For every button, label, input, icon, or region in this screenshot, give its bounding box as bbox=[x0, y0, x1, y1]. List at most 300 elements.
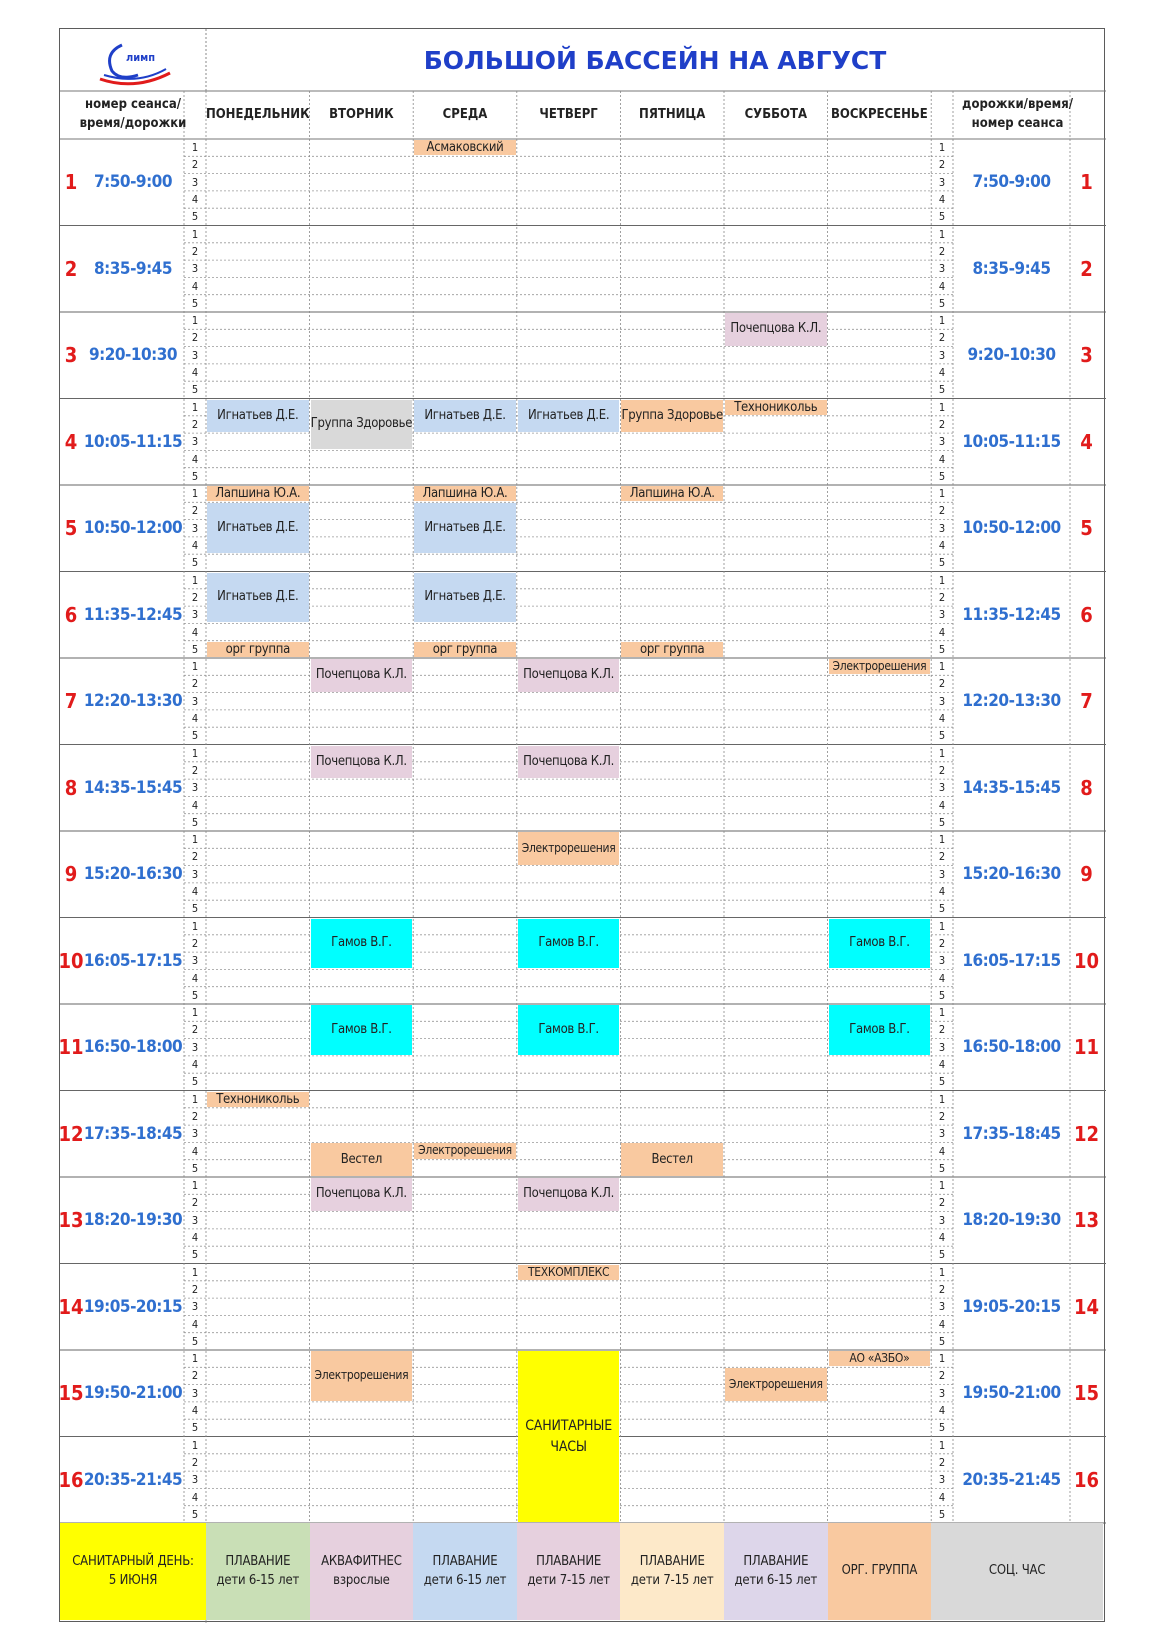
lane-label: 5 bbox=[191, 1421, 199, 1435]
lane-label-right: 5 bbox=[938, 642, 946, 656]
lane-label-right: 2 bbox=[938, 850, 946, 864]
lane-label: 5 bbox=[191, 988, 199, 1002]
lane-label-right: 3 bbox=[938, 781, 946, 795]
schedule-event: Техноникольь bbox=[725, 400, 827, 415]
lane-label-right: 3 bbox=[938, 521, 946, 535]
session-number-right: 3 bbox=[1080, 343, 1093, 368]
lane-label: 3 bbox=[191, 954, 199, 968]
lane-label-right: 3 bbox=[938, 608, 946, 622]
schedule-event: Почепцова К.Л. bbox=[725, 313, 827, 346]
lane-label: 1 bbox=[191, 919, 199, 933]
schedule-event: Электрорешения bbox=[414, 1143, 516, 1158]
schedule-event: орг группа bbox=[207, 642, 309, 657]
session-number: 12 bbox=[58, 1121, 84, 1146]
day-header: СУББОТА bbox=[744, 106, 807, 122]
lane-label-right: 3 bbox=[938, 1473, 946, 1487]
schedule-event: Игнатьев Д.Е. bbox=[414, 400, 516, 433]
lane-label-right: 4 bbox=[938, 279, 946, 293]
lane-label-right: 3 bbox=[938, 1213, 946, 1227]
session-time-right: 20:35-21:45 bbox=[962, 1469, 1061, 1490]
legend-item-line1: ПЛАВАНИЕ bbox=[432, 1553, 498, 1569]
lane-label: 5 bbox=[191, 902, 199, 916]
lane-label: 1 bbox=[191, 573, 199, 587]
lane-label: 2 bbox=[191, 590, 199, 604]
lane-label-right: 5 bbox=[938, 815, 946, 829]
lane-label: 3 bbox=[191, 1213, 199, 1227]
lane-label-right: 4 bbox=[938, 625, 946, 639]
session-number-right: 2 bbox=[1080, 256, 1093, 281]
session-time: 10:05-11:15 bbox=[83, 431, 183, 452]
lane-label: 2 bbox=[191, 1455, 199, 1469]
lane-label: 4 bbox=[191, 366, 199, 380]
day-header: ЧЕТВЕРГ bbox=[539, 106, 598, 122]
lane-label: 4 bbox=[191, 279, 199, 293]
schedule-event: орг группа bbox=[414, 642, 516, 657]
lane-label-right: 4 bbox=[938, 539, 946, 553]
session-time: 11:35-12:45 bbox=[83, 604, 183, 625]
lane-label-right: 5 bbox=[938, 383, 946, 397]
session-time-right: 10:50-12:00 bbox=[962, 518, 1061, 539]
schedule-event: Лапшина Ю.А. bbox=[621, 486, 723, 501]
lane-label: 4 bbox=[191, 625, 199, 639]
lane-label: 5 bbox=[191, 1248, 199, 1262]
schedule-event: Игнатьев Д.Е. bbox=[414, 503, 516, 553]
session-number: 10 bbox=[58, 948, 84, 973]
session-time: 12:20-13:30 bbox=[83, 691, 183, 712]
lane-label: 3 bbox=[191, 694, 199, 708]
session-time: 14:35-15:45 bbox=[83, 777, 183, 798]
lane-label: 1 bbox=[191, 1006, 199, 1020]
lane-label-right: 1 bbox=[938, 400, 946, 414]
lane-label: 4 bbox=[191, 452, 199, 466]
session-time-right: 15:20-16:30 bbox=[962, 864, 1061, 885]
schedule-event: Почепцова К.Л. bbox=[518, 1178, 620, 1211]
session-time-right: 12:20-13:30 bbox=[962, 691, 1061, 712]
lane-label: 3 bbox=[191, 1127, 199, 1141]
lane-label: 1 bbox=[191, 400, 199, 414]
lane-label: 1 bbox=[191, 660, 199, 674]
schedule-event: ТЕХКОМПЛЕКС bbox=[518, 1265, 620, 1280]
lane-label: 1 bbox=[191, 1438, 199, 1452]
session-number-right: 9 bbox=[1080, 862, 1093, 887]
legend-item-line2: дети 6-15 лет bbox=[216, 1572, 300, 1588]
session-number: 7 bbox=[64, 689, 78, 714]
session-time-right: 16:50-18:00 bbox=[962, 1037, 1061, 1058]
lane-label-right: 5 bbox=[938, 1075, 946, 1089]
lane-label-right: 1 bbox=[938, 1352, 946, 1366]
lane-label-right: 3 bbox=[938, 1040, 946, 1054]
lane-label-right: 2 bbox=[938, 1282, 946, 1296]
lane-label-right: 1 bbox=[938, 487, 946, 501]
lane-label: 4 bbox=[191, 1317, 199, 1331]
session-time: 17:35-18:45 bbox=[83, 1123, 183, 1144]
right-header bbox=[931, 91, 1104, 139]
lane-label-right: 5 bbox=[938, 1248, 946, 1262]
lane-label: 5 bbox=[191, 1334, 199, 1348]
sanitary-hours-block bbox=[518, 1351, 620, 1522]
lane-label-right: 2 bbox=[938, 1369, 946, 1383]
schedule-event: Техноникольь bbox=[207, 1092, 309, 1107]
session-time-right: 11:35-12:45 bbox=[962, 604, 1061, 625]
session-number: 13 bbox=[58, 1208, 84, 1233]
session-time-right: 16:05-17:15 bbox=[962, 950, 1061, 971]
lane-label: 4 bbox=[191, 885, 199, 899]
schedule-event: Лапшина Ю.А. bbox=[414, 486, 516, 501]
session-time-right: 17:35-18:45 bbox=[962, 1123, 1061, 1144]
lane-label: 2 bbox=[191, 677, 199, 691]
session-time: 7:50-9:00 bbox=[94, 172, 172, 193]
session-number-right: 15 bbox=[1073, 1381, 1100, 1406]
lane-label: 1 bbox=[191, 1265, 199, 1279]
schedule-event: Гамов В.Г. bbox=[518, 919, 620, 969]
session-time-right: 18:20-19:30 bbox=[962, 1210, 1061, 1231]
logo-text: лимп bbox=[126, 51, 156, 64]
lane-label: 2 bbox=[191, 244, 199, 258]
lane-label: 1 bbox=[191, 746, 199, 760]
day-header: ПОНЕДЕЛЬНИК bbox=[205, 106, 310, 122]
legend-item bbox=[724, 1523, 828, 1620]
lane-label: 1 bbox=[191, 314, 199, 328]
schedule-event: Игнатьев Д.Е. bbox=[207, 400, 309, 433]
legend-item-line2: взрослые bbox=[333, 1572, 390, 1588]
session-time-right: 9:20-10:30 bbox=[967, 345, 1056, 366]
lane-label: 5 bbox=[191, 556, 199, 570]
right-header-line1: дорожки/время/ bbox=[962, 97, 1073, 113]
session-time-right: 19:50-21:00 bbox=[962, 1383, 1061, 1404]
lane-label: 5 bbox=[191, 729, 199, 743]
lane-label-right: 1 bbox=[938, 1006, 946, 1020]
lane-label-right: 1 bbox=[938, 660, 946, 674]
legend-item bbox=[517, 1523, 621, 1620]
lane-label: 1 bbox=[191, 1092, 199, 1106]
schedule-event: Гамов В.Г. bbox=[518, 1005, 620, 1055]
lane-label-right: 3 bbox=[938, 867, 946, 881]
session-number-right: 4 bbox=[1080, 429, 1093, 454]
session-time: 16:50-18:00 bbox=[83, 1037, 183, 1058]
session-number-right: 12 bbox=[1073, 1121, 1100, 1146]
lane-label: 5 bbox=[191, 1507, 199, 1521]
lane-label: 5 bbox=[191, 642, 199, 656]
lane-label-right: 1 bbox=[938, 1179, 946, 1193]
session-number: 16 bbox=[58, 1467, 84, 1492]
schedule-event: Игнатьев Д.Е. bbox=[518, 400, 620, 433]
legend-item-line1: ПЛАВАНИЕ bbox=[536, 1553, 602, 1569]
lane-label: 3 bbox=[191, 1386, 199, 1400]
lane-label-right: 4 bbox=[938, 193, 946, 207]
lane-label-right: 3 bbox=[938, 348, 946, 362]
legend-item-line2: дети 6-15 лет bbox=[734, 1572, 818, 1588]
lane-label-right: 4 bbox=[938, 971, 946, 985]
lane-label: 2 bbox=[191, 936, 199, 950]
lane-label: 5 bbox=[191, 469, 199, 483]
session-time: 15:20-16:30 bbox=[83, 864, 183, 885]
left-header-line2: время/дорожки bbox=[79, 116, 187, 131]
lane-label-right: 1 bbox=[938, 573, 946, 587]
lane-label: 2 bbox=[191, 331, 199, 345]
lane-label: 2 bbox=[191, 1282, 199, 1296]
schedule-event: Группа Здоровье bbox=[621, 400, 723, 433]
lane-label: 2 bbox=[191, 1023, 199, 1037]
lane-label: 3 bbox=[191, 608, 199, 622]
lane-label: 1 bbox=[191, 487, 199, 501]
schedule-event: Вестел bbox=[621, 1143, 723, 1176]
schedule-event: Группа Здоровье bbox=[311, 400, 413, 450]
session-time: 8:35-9:45 bbox=[94, 258, 172, 279]
session-number-right: 8 bbox=[1080, 775, 1093, 800]
lane-label: 2 bbox=[191, 417, 199, 431]
lane-label: 3 bbox=[191, 781, 199, 795]
lane-label-right: 1 bbox=[938, 1092, 946, 1106]
lane-label: 3 bbox=[191, 867, 199, 881]
lane-label-right: 5 bbox=[938, 1421, 946, 1435]
lane-label-right: 4 bbox=[938, 1404, 946, 1418]
lane-label: 5 bbox=[191, 1075, 199, 1089]
schedule-event: Асмаковский bbox=[414, 140, 516, 155]
lane-label: 5 bbox=[191, 210, 199, 224]
schedule-event: Электрорешения bbox=[518, 832, 620, 865]
lane-label-right: 1 bbox=[938, 1438, 946, 1452]
legend-item bbox=[413, 1523, 517, 1620]
lane-label: 3 bbox=[191, 348, 199, 362]
session-number: 8 bbox=[64, 775, 78, 800]
schedule-event: Гамов В.Г. bbox=[311, 1005, 413, 1055]
legend-item-line1: ОРГ. ГРУППА bbox=[841, 1563, 918, 1579]
legend-item-line1: ПЛАВАНИЕ bbox=[225, 1553, 291, 1569]
schedule-event: Игнатьев Д.Е. bbox=[207, 573, 309, 623]
session-number: 3 bbox=[64, 343, 78, 368]
schedule-event: Гамов В.Г. bbox=[311, 919, 413, 969]
schedule-event: Электрорешения bbox=[311, 1351, 413, 1401]
lane-label: 5 bbox=[191, 1161, 199, 1175]
lane-label: 2 bbox=[191, 504, 199, 518]
schedule-event: Игнатьев Д.Е. bbox=[207, 503, 309, 553]
lane-label: 3 bbox=[191, 1300, 199, 1314]
lane-label: 2 bbox=[191, 158, 199, 172]
legend-item-line1: ПЛАВАНИЕ bbox=[639, 1553, 705, 1569]
schedule-event: Гамов В.Г. bbox=[829, 1005, 931, 1055]
session-number: 14 bbox=[58, 1294, 84, 1319]
lane-label-right: 5 bbox=[938, 469, 946, 483]
legend-item bbox=[206, 1523, 310, 1620]
legend-item bbox=[310, 1523, 414, 1620]
session-number-right: 1 bbox=[1080, 170, 1093, 195]
schedule-event: Почепцова К.Л. bbox=[311, 746, 413, 779]
lane-label-right: 3 bbox=[938, 435, 946, 449]
lane-label-right: 4 bbox=[938, 1144, 946, 1158]
lane-label-right: 2 bbox=[938, 331, 946, 345]
lane-label: 4 bbox=[191, 539, 199, 553]
legend-item-line1: САНИТАРНЫЙ ДЕНЬ: bbox=[72, 1553, 194, 1569]
session-number: 2 bbox=[64, 256, 78, 281]
session-number-right: 14 bbox=[1073, 1294, 1100, 1319]
lane-label-right: 4 bbox=[938, 452, 946, 466]
session-number: 4 bbox=[64, 429, 78, 454]
lane-label: 3 bbox=[191, 435, 199, 449]
lane-label-right: 3 bbox=[938, 175, 946, 189]
session-time-right: 19:05-20:15 bbox=[962, 1296, 1061, 1317]
lane-label-right: 5 bbox=[938, 210, 946, 224]
lane-label: 3 bbox=[191, 1473, 199, 1487]
lane-label-right: 5 bbox=[938, 902, 946, 916]
session-time: 20:35-21:45 bbox=[83, 1469, 183, 1490]
legend-item bbox=[931, 1523, 1103, 1620]
lane-label-right: 2 bbox=[938, 158, 946, 172]
session-number-right: 6 bbox=[1080, 602, 1093, 627]
lane-label-right: 4 bbox=[938, 712, 946, 726]
lane-label: 4 bbox=[191, 1144, 199, 1158]
lane-label: 5 bbox=[191, 296, 199, 310]
legend-item bbox=[60, 1523, 206, 1620]
lane-label-right: 1 bbox=[938, 833, 946, 847]
lane-label: 3 bbox=[191, 1040, 199, 1054]
lane-label: 4 bbox=[191, 798, 199, 812]
lane-label-right: 2 bbox=[938, 504, 946, 518]
schedule-event: АО «АЗБО» bbox=[829, 1351, 931, 1366]
session-time: 9:20-10:30 bbox=[88, 345, 178, 366]
day-header: ВТОРНИК bbox=[329, 106, 394, 122]
session-number-right: 11 bbox=[1073, 1035, 1100, 1060]
session-number: 5 bbox=[64, 516, 78, 541]
lane-label-right: 3 bbox=[938, 694, 946, 708]
schedule-event: Игнатьев Д.Е. bbox=[414, 573, 516, 623]
lane-label-right: 2 bbox=[938, 677, 946, 691]
session-time: 10:50-12:00 bbox=[83, 518, 183, 539]
session-number: 11 bbox=[58, 1035, 84, 1060]
lane-label-right: 2 bbox=[938, 1455, 946, 1469]
session-number-right: 13 bbox=[1073, 1208, 1100, 1233]
lane-label-right: 2 bbox=[938, 1196, 946, 1210]
lane-label: 2 bbox=[191, 1109, 199, 1123]
lane-label-right: 2 bbox=[938, 936, 946, 950]
lane-label-right: 1 bbox=[938, 314, 946, 328]
lane-label-right: 2 bbox=[938, 590, 946, 604]
lane-label-right: 3 bbox=[938, 954, 946, 968]
session-time-right: 8:35-9:45 bbox=[972, 258, 1051, 279]
lane-label: 1 bbox=[191, 1179, 199, 1193]
lane-label-right: 4 bbox=[938, 1317, 946, 1331]
lane-label-right: 5 bbox=[938, 729, 946, 743]
lane-label-right: 1 bbox=[938, 746, 946, 760]
lane-label-right: 5 bbox=[938, 988, 946, 1002]
right-header-line2: номер сеанса bbox=[971, 116, 1064, 131]
day-header: ВОСКРЕСЕНЬЕ bbox=[830, 106, 928, 122]
lane-label-right: 5 bbox=[938, 556, 946, 570]
legend-item-line2: дети 6-15 лет bbox=[423, 1572, 507, 1588]
lane-label-right: 4 bbox=[938, 798, 946, 812]
lane-label: 4 bbox=[191, 712, 199, 726]
lane-label: 5 bbox=[191, 383, 199, 397]
lane-label-right: 2 bbox=[938, 763, 946, 777]
lane-label: 4 bbox=[191, 1490, 199, 1504]
left-header-line1: номер сеанса/ bbox=[85, 97, 181, 113]
legend-item-line1: СОЦ. ЧАС bbox=[988, 1563, 1046, 1579]
legend-item-line1: ПЛАВАНИЕ bbox=[743, 1553, 809, 1569]
lane-label-right: 2 bbox=[938, 417, 946, 431]
session-number-right: 7 bbox=[1080, 689, 1093, 714]
legend-item-line2: дети 7-15 лет bbox=[527, 1572, 610, 1588]
lane-label: 5 bbox=[191, 815, 199, 829]
lane-label-right: 2 bbox=[938, 244, 946, 258]
lane-label: 2 bbox=[191, 1196, 199, 1210]
lane-label-right: 1 bbox=[938, 227, 946, 241]
legend-item bbox=[828, 1523, 932, 1620]
schedule-event: Гамов В.Г. bbox=[829, 919, 931, 969]
session-number-right: 10 bbox=[1073, 948, 1100, 973]
legend-item-line2: 5 ИЮНЯ bbox=[108, 1572, 158, 1588]
schedule-event: Почепцова К.Л. bbox=[311, 1178, 413, 1211]
lane-label-right: 3 bbox=[938, 1127, 946, 1141]
schedule-event: Вестел bbox=[311, 1143, 413, 1176]
day-header: СРЕДА bbox=[442, 106, 488, 122]
legend-item-line1: АКВАФИТНЕС bbox=[321, 1553, 402, 1569]
lane-label-right: 3 bbox=[938, 1300, 946, 1314]
session-time: 19:05-20:15 bbox=[83, 1296, 183, 1317]
lane-label: 2 bbox=[191, 1369, 199, 1383]
lane-label: 1 bbox=[191, 227, 199, 241]
left-header bbox=[60, 91, 206, 139]
legend-item bbox=[620, 1523, 724, 1620]
lane-label: 2 bbox=[191, 763, 199, 777]
session-time-right: 7:50-9:00 bbox=[972, 172, 1051, 193]
lane-label-right: 5 bbox=[938, 1334, 946, 1348]
day-header: ПЯТНИЦА bbox=[639, 106, 706, 122]
session-time-right: 14:35-15:45 bbox=[962, 777, 1061, 798]
schedule-event: Почепцова К.Л. bbox=[311, 659, 413, 692]
lane-label-right: 4 bbox=[938, 366, 946, 380]
schedule-event: Лапшина Ю.А. bbox=[207, 486, 309, 501]
lane-label-right: 4 bbox=[938, 1058, 946, 1072]
session-time: 18:20-19:30 bbox=[83, 1210, 183, 1231]
session-number-right: 5 bbox=[1080, 516, 1093, 541]
lane-label-right: 4 bbox=[938, 1490, 946, 1504]
logo bbox=[90, 33, 180, 89]
lane-label: 1 bbox=[191, 141, 199, 155]
lane-label-right: 4 bbox=[938, 885, 946, 899]
legend-item-line2: дети 7-15 лет bbox=[630, 1572, 714, 1588]
session-number: 1 bbox=[64, 170, 78, 195]
session-number-right: 16 bbox=[1073, 1467, 1100, 1492]
schedule-event: Электрорешения bbox=[725, 1368, 827, 1401]
lane-label: 3 bbox=[191, 175, 199, 189]
session-number: 9 bbox=[64, 862, 78, 887]
lane-label-right: 2 bbox=[938, 1109, 946, 1123]
lane-label: 1 bbox=[191, 1352, 199, 1366]
schedule-event: Электрорешения bbox=[829, 659, 931, 674]
session-time: 19:50-21:00 bbox=[83, 1383, 183, 1404]
lane-label-right: 3 bbox=[938, 262, 946, 276]
lane-label: 3 bbox=[191, 262, 199, 276]
session-time: 16:05-17:15 bbox=[83, 950, 183, 971]
page-title: БОЛЬШОЙ БАССЕЙН НА АВГУСТ bbox=[423, 45, 887, 75]
lane-label: 4 bbox=[191, 1058, 199, 1072]
lane-label: 1 bbox=[191, 833, 199, 847]
sanitary-hours-line1: САНИТАРНЫЕ bbox=[525, 1418, 612, 1435]
session-time-right: 10:05-11:15 bbox=[962, 431, 1061, 452]
lane-label: 2 bbox=[191, 850, 199, 864]
lane-label-right: 2 bbox=[938, 1023, 946, 1037]
lane-label-right: 5 bbox=[938, 296, 946, 310]
lane-label: 4 bbox=[191, 971, 199, 985]
schedule-event: орг группа bbox=[621, 642, 723, 657]
sanitary-hours-line2: ЧАСЫ bbox=[550, 1438, 587, 1455]
lane-label-right: 5 bbox=[938, 1507, 946, 1521]
lane-label-right: 5 bbox=[938, 1161, 946, 1175]
lane-label: 3 bbox=[191, 521, 199, 535]
lane-label-right: 1 bbox=[938, 141, 946, 155]
session-number: 6 bbox=[64, 602, 78, 627]
lane-label: 4 bbox=[191, 1231, 199, 1245]
lane-label: 4 bbox=[191, 193, 199, 207]
